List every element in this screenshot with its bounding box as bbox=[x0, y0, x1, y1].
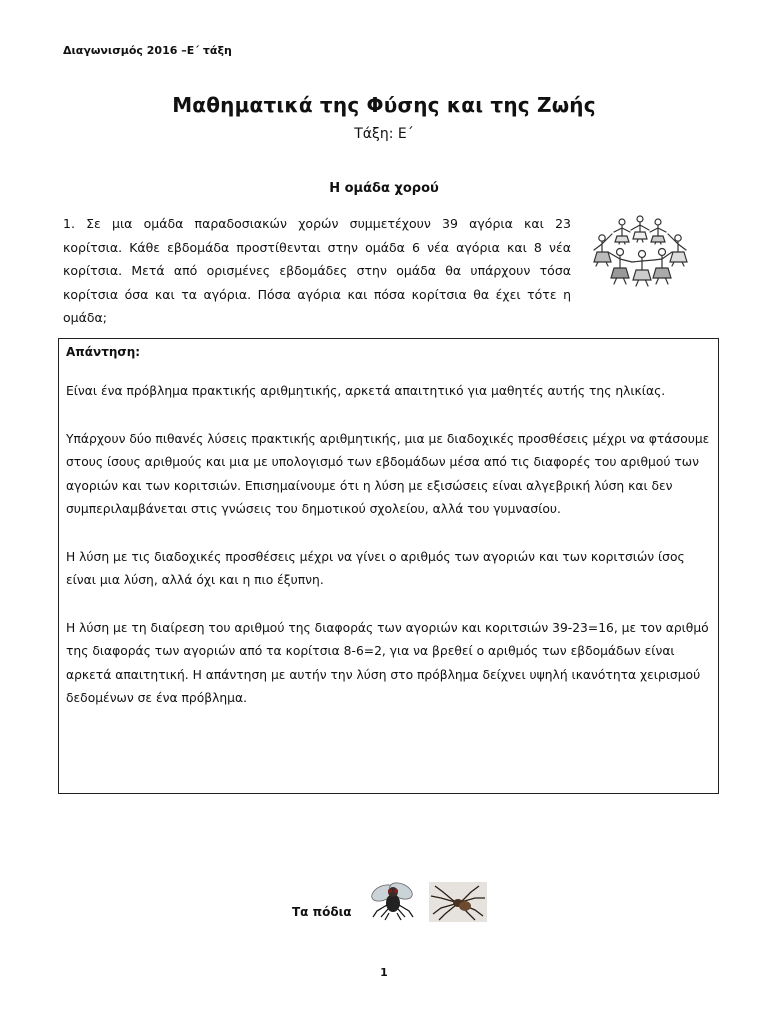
next-section-title: Τα πόδια bbox=[292, 905, 352, 919]
answer-paragraph-2: Υπάρχουν δύο πιθανές λύσεις πρακτικής αριθμητικής, μια με διαδοχικές προσθέσεις μέχρι να φτάσουμε στους ίσους αριθμούς και μια με υπολογισμό των εβδομάδων μέσα από τις διαφορές του αριθμού των αγοριών και των κοριτσιών. Επισημαίνουμε ότι η λύση με εξισώσεις είναι αλγεβρική λύση και δεν συμπεριλαμβάνεται στις γνώσεις του δημοτικού σχολείου, αλλά του γυμνασίου. bbox=[66, 431, 710, 516]
page-title: Μαθηματικά της Φύσης και της Ζωής bbox=[172, 93, 596, 117]
section-title: Η ομάδα χορού bbox=[329, 181, 439, 196]
answer-paragraph-3: Η λύση με τις διαδοχικές προσθέσεις μέχρι να γίνει ο αριθμός των αγοριών και των κοριτσιών ίσος είναι μια λύση, αλλά όχι και η πιο έξυπνη. bbox=[66, 549, 685, 587]
answer-label: Απάντηση: bbox=[66, 345, 141, 359]
fly-icon bbox=[369, 879, 417, 921]
problem-text: 1. Σε μια ομάδα παραδοσιακών χορών συμμετέχουν 39 αγόρια και 23 κορίτσια. Κάθε εβδομάδα προστίθενται στην ομάδα 6 νέα αγόρια και 8 νέα κορίτσια. Μετά από ορισμένες εβδομάδες στην ομάδα θα υπάρχουν τόσα κορίτσια όσα και τα αγόρια. Πόσα αγόρια και πόσα κορίτσια θα έχει τότε η ομάδα; bbox=[63, 216, 571, 326]
answer-paragraph-1: Είναι ένα πρόβλημα πρακτικής αριθμητικής, αρκετά απαιτητικό για μαθητές αυτής της ηλικίας. bbox=[66, 384, 666, 398]
spider-icon bbox=[429, 882, 487, 922]
competition-note: Διαγωνισμός 2016 –Ε΄ τάξη bbox=[63, 44, 232, 57]
page-number: 1 bbox=[380, 966, 388, 979]
answer-box bbox=[58, 338, 719, 794]
answer-paragraph-4: Η λύση με τη διαίρεση του αριθμού της διαφοράς των αγοριών και κοριτσιών 39-23=16, με τον αριθμό της διαφοράς των αγοριών από τα κορίτσια 8-6=2, για να βρεθεί ο αριθμός των εβδομάδων είναι αρκετά απαιτητική. Η απάντηση με αυτήν την λύση στο πρόβλημα δείχνει υψηλή ικανότητα χειρισμού δεδομένων σε ένα πρόβλημα. bbox=[66, 620, 709, 705]
grade-subtitle: Τάξη: Ε΄ bbox=[354, 126, 414, 142]
folk-dancers-illustration bbox=[584, 212, 696, 290]
